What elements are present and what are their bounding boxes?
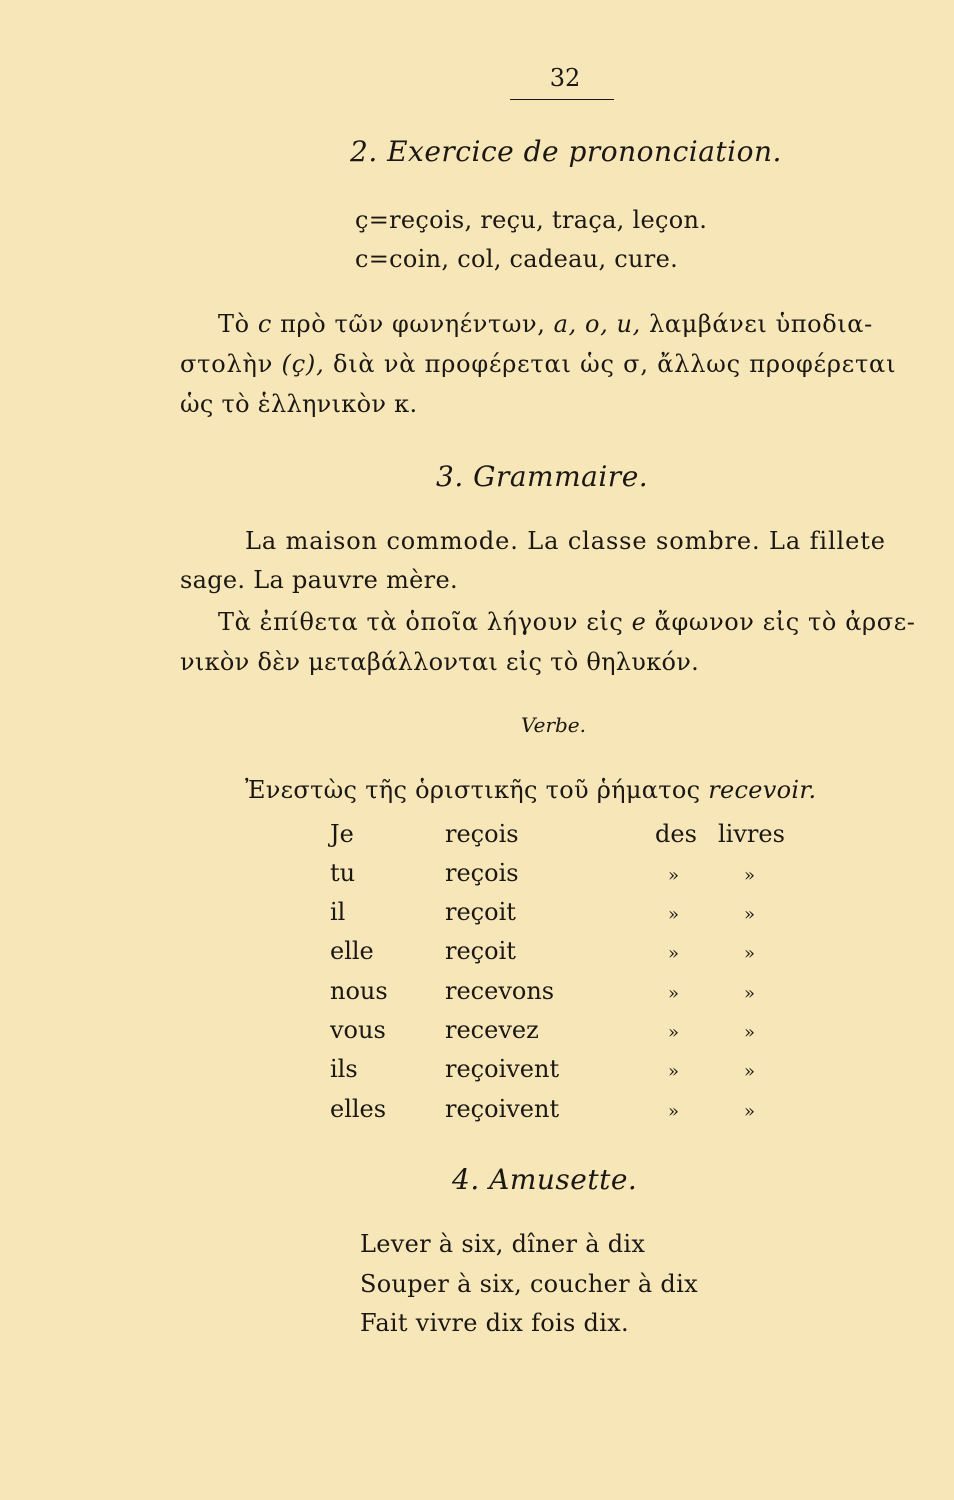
conj-ditto-b: » xyxy=(744,1061,756,1082)
section-2-heading: 2. Exercice de prononciation. xyxy=(350,135,782,168)
conj-verb: reçoivent xyxy=(445,1055,560,1083)
grammar-line-2: sage. La pauvre mère. xyxy=(180,566,458,594)
page-number-rule xyxy=(510,99,614,100)
conj-ditto-b: » xyxy=(744,943,756,964)
conj-verb: recevez xyxy=(445,1016,539,1044)
table-row xyxy=(0,859,954,895)
conj-ditto-a: » xyxy=(668,1061,680,1082)
conj-pronoun: tu xyxy=(330,859,356,887)
pronunciation-line-1: ç=reçois, reçu, traça, leçon. xyxy=(355,206,708,234)
page-number: 32 xyxy=(549,64,581,92)
pronunciation-line-2: c=coin, col, cadeau, cure. xyxy=(355,245,678,273)
table-row xyxy=(0,1095,954,1131)
conj-verb: reçoit xyxy=(445,937,516,965)
conj-ditto-b: » xyxy=(744,865,756,886)
conj-verb: recevons xyxy=(445,977,555,1005)
greek-rule-line-3: ὡς τὸ ἑλληνικὸν κ. xyxy=(180,390,418,418)
table-row xyxy=(0,820,954,856)
table-row xyxy=(0,977,954,1013)
conj-pronoun: il xyxy=(330,898,346,926)
conj-verb: reçoit xyxy=(445,898,516,926)
conj-ditto-a: » xyxy=(668,1022,680,1043)
conj-ditto-a: » xyxy=(668,1101,680,1122)
conjugation-intro: Ἐνεστὼς τῆς ὁριστικῆς τοῦ ῥήματος recevoir. xyxy=(245,776,817,804)
conj-object-b: livres xyxy=(718,820,785,848)
conj-pronoun: nous xyxy=(330,977,388,1005)
conj-pronoun: vous xyxy=(330,1016,386,1044)
greek-rule-line-2: στολὴν (ç), διὰ νὰ προφέρεται ὡς σ, ἄλλως προφέρεται xyxy=(180,350,897,378)
table-row xyxy=(0,898,954,934)
conj-verb: reçois xyxy=(445,820,519,848)
conj-pronoun: ils xyxy=(330,1055,358,1083)
rhyme-line-1: Lever à six, dîner à dix xyxy=(360,1230,646,1258)
conj-pronoun: elles xyxy=(330,1095,387,1123)
conj-object-a: des xyxy=(655,820,697,848)
conj-ditto-b: » xyxy=(744,1101,756,1122)
table-row xyxy=(0,1016,954,1052)
greek-grammar-line-2: νικὸν δὲν μεταβάλλονται εἰς τὸ θηλυκόν. xyxy=(180,648,700,676)
conj-ditto-a: » xyxy=(668,865,680,886)
conj-pronoun: elle xyxy=(330,937,374,965)
greek-grammar-line-1: Τὰ ἐπίθετα τὰ ὁποῖα λήγουν εἰς e ἄφωνον εἰς τὸ ἀρσε- xyxy=(218,608,916,636)
conj-ditto-a: » xyxy=(668,943,680,964)
conj-verb: reçoivent xyxy=(445,1095,560,1123)
greek-rule-line-1: Τὸ c πρὸ τῶν φωνηέντων, a, o, u, λαμβάνει ὑποδια- xyxy=(218,310,873,338)
table-row xyxy=(0,1055,954,1091)
table-row xyxy=(0,937,954,973)
verbe-label: Verbe. xyxy=(521,713,586,737)
section-3-heading: 3. Grammaire. xyxy=(436,460,649,493)
conj-ditto-b: » xyxy=(744,983,756,1004)
conj-ditto-b: » xyxy=(744,1022,756,1043)
conj-ditto-a: » xyxy=(668,983,680,1004)
conj-ditto-b: » xyxy=(744,904,756,925)
conj-ditto-a: » xyxy=(668,904,680,925)
conj-pronoun: Je xyxy=(330,820,354,848)
grammar-line-1: La maison commode. La classe sombre. La fillete xyxy=(245,527,886,555)
rhyme-line-3: Fait vivre dix fois dix. xyxy=(360,1309,629,1337)
rhyme-line-2: Souper à six, coucher à dix xyxy=(360,1270,698,1298)
section-4-heading: 4. Amusette. xyxy=(452,1163,638,1196)
conj-verb: reçois xyxy=(445,859,519,887)
